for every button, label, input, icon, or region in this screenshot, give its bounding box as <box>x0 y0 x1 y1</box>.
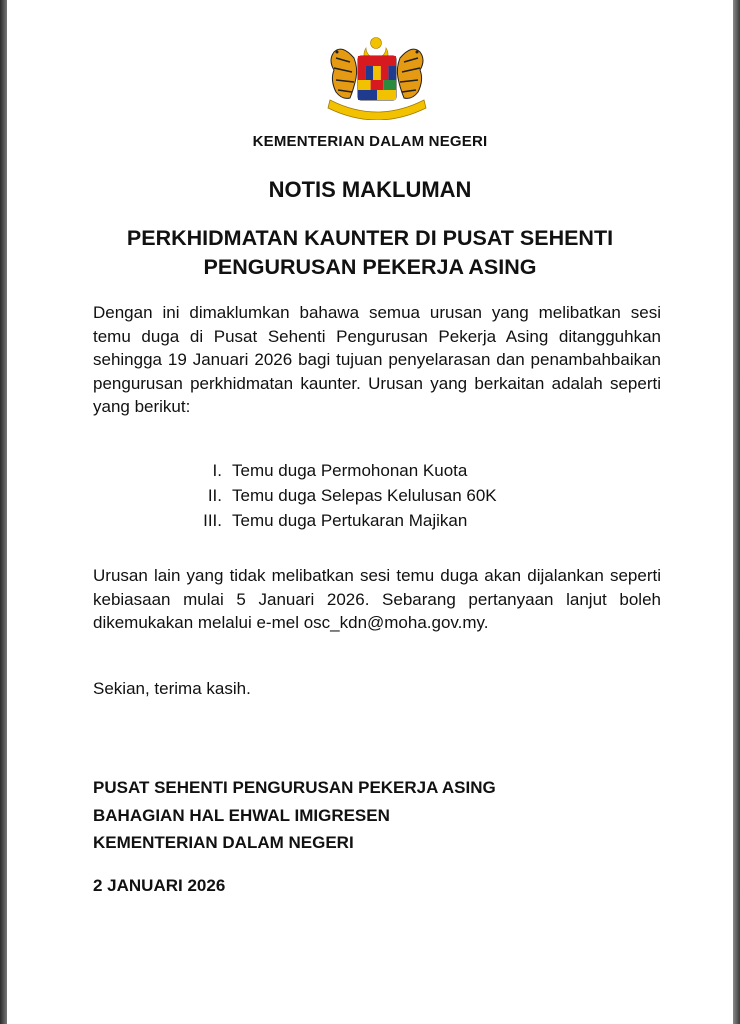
signature-line-3: KEMENTERIAN DALAM NEGERI <box>93 833 354 852</box>
signature-block <box>93 774 496 857</box>
list-item-number: I. <box>212 461 222 480</box>
page-edge-right <box>733 0 740 1024</box>
subject-line-1: PERKHIDMATAN KAUNTER DI PUSAT SEHENTI <box>126 226 614 250</box>
affected-services-list <box>180 458 580 533</box>
other-services-paragraph: Urusan lain yang tidak melibatkan sesi temu duga akan dijalankan seperti kebiasaan mulai 5 Januari 2026. Sebarang pertanyaan lanjut boleh dikemukakan melalui e-mel osc_kdn@moha.gov.my. <box>93 566 661 632</box>
list-item <box>180 483 580 508</box>
page-edge-left <box>0 0 7 1024</box>
notice-date: 2 JANUARI 2026 <box>93 876 226 895</box>
coat-of-arms-icon <box>320 34 434 120</box>
list-item <box>180 458 580 483</box>
notice-title: NOTIS MAKLUMAN <box>268 177 472 202</box>
ministry-heading: KEMENTERIAN DALAM NEGERI <box>252 133 488 150</box>
signature-line-2: BAHAGIAN HAL EHWAL IMIGRESEN <box>93 805 390 825</box>
notice-subject <box>0 224 740 282</box>
closing-remark: Sekian, terima kasih. <box>93 679 251 698</box>
intro-paragraph: Dengan ini dimaklumkan bahawa semua urusan yang melibatkan sesi temu duga di Pusat Sehenti Pengurusan Pekerja Asing ditangguhkan sehingga 19 Januari 2026 bagi tujuan penyelarasan dan penambahbaikan pengurusan perkhidmatan kaunter. Urusan yang berkaitan adalah seperti yang berikut: <box>93 303 661 416</box>
list-item-text: Temu duga Selepas Kelulusan 60K <box>232 486 497 505</box>
list-item-text: Temu duga Pertukaran Majikan <box>232 511 468 530</box>
list-item-text: Temu duga Permohonan Kuota <box>232 461 468 480</box>
list-item <box>180 508 580 533</box>
list-item-number: II. <box>207 486 222 505</box>
subject-line-2: PENGURUSAN PEKERJA ASING <box>203 255 537 279</box>
list-item-number: III. <box>203 511 222 530</box>
signature-line-1: PUSAT SEHENTI PENGURUSAN PEKERJA ASING <box>93 778 496 797</box>
